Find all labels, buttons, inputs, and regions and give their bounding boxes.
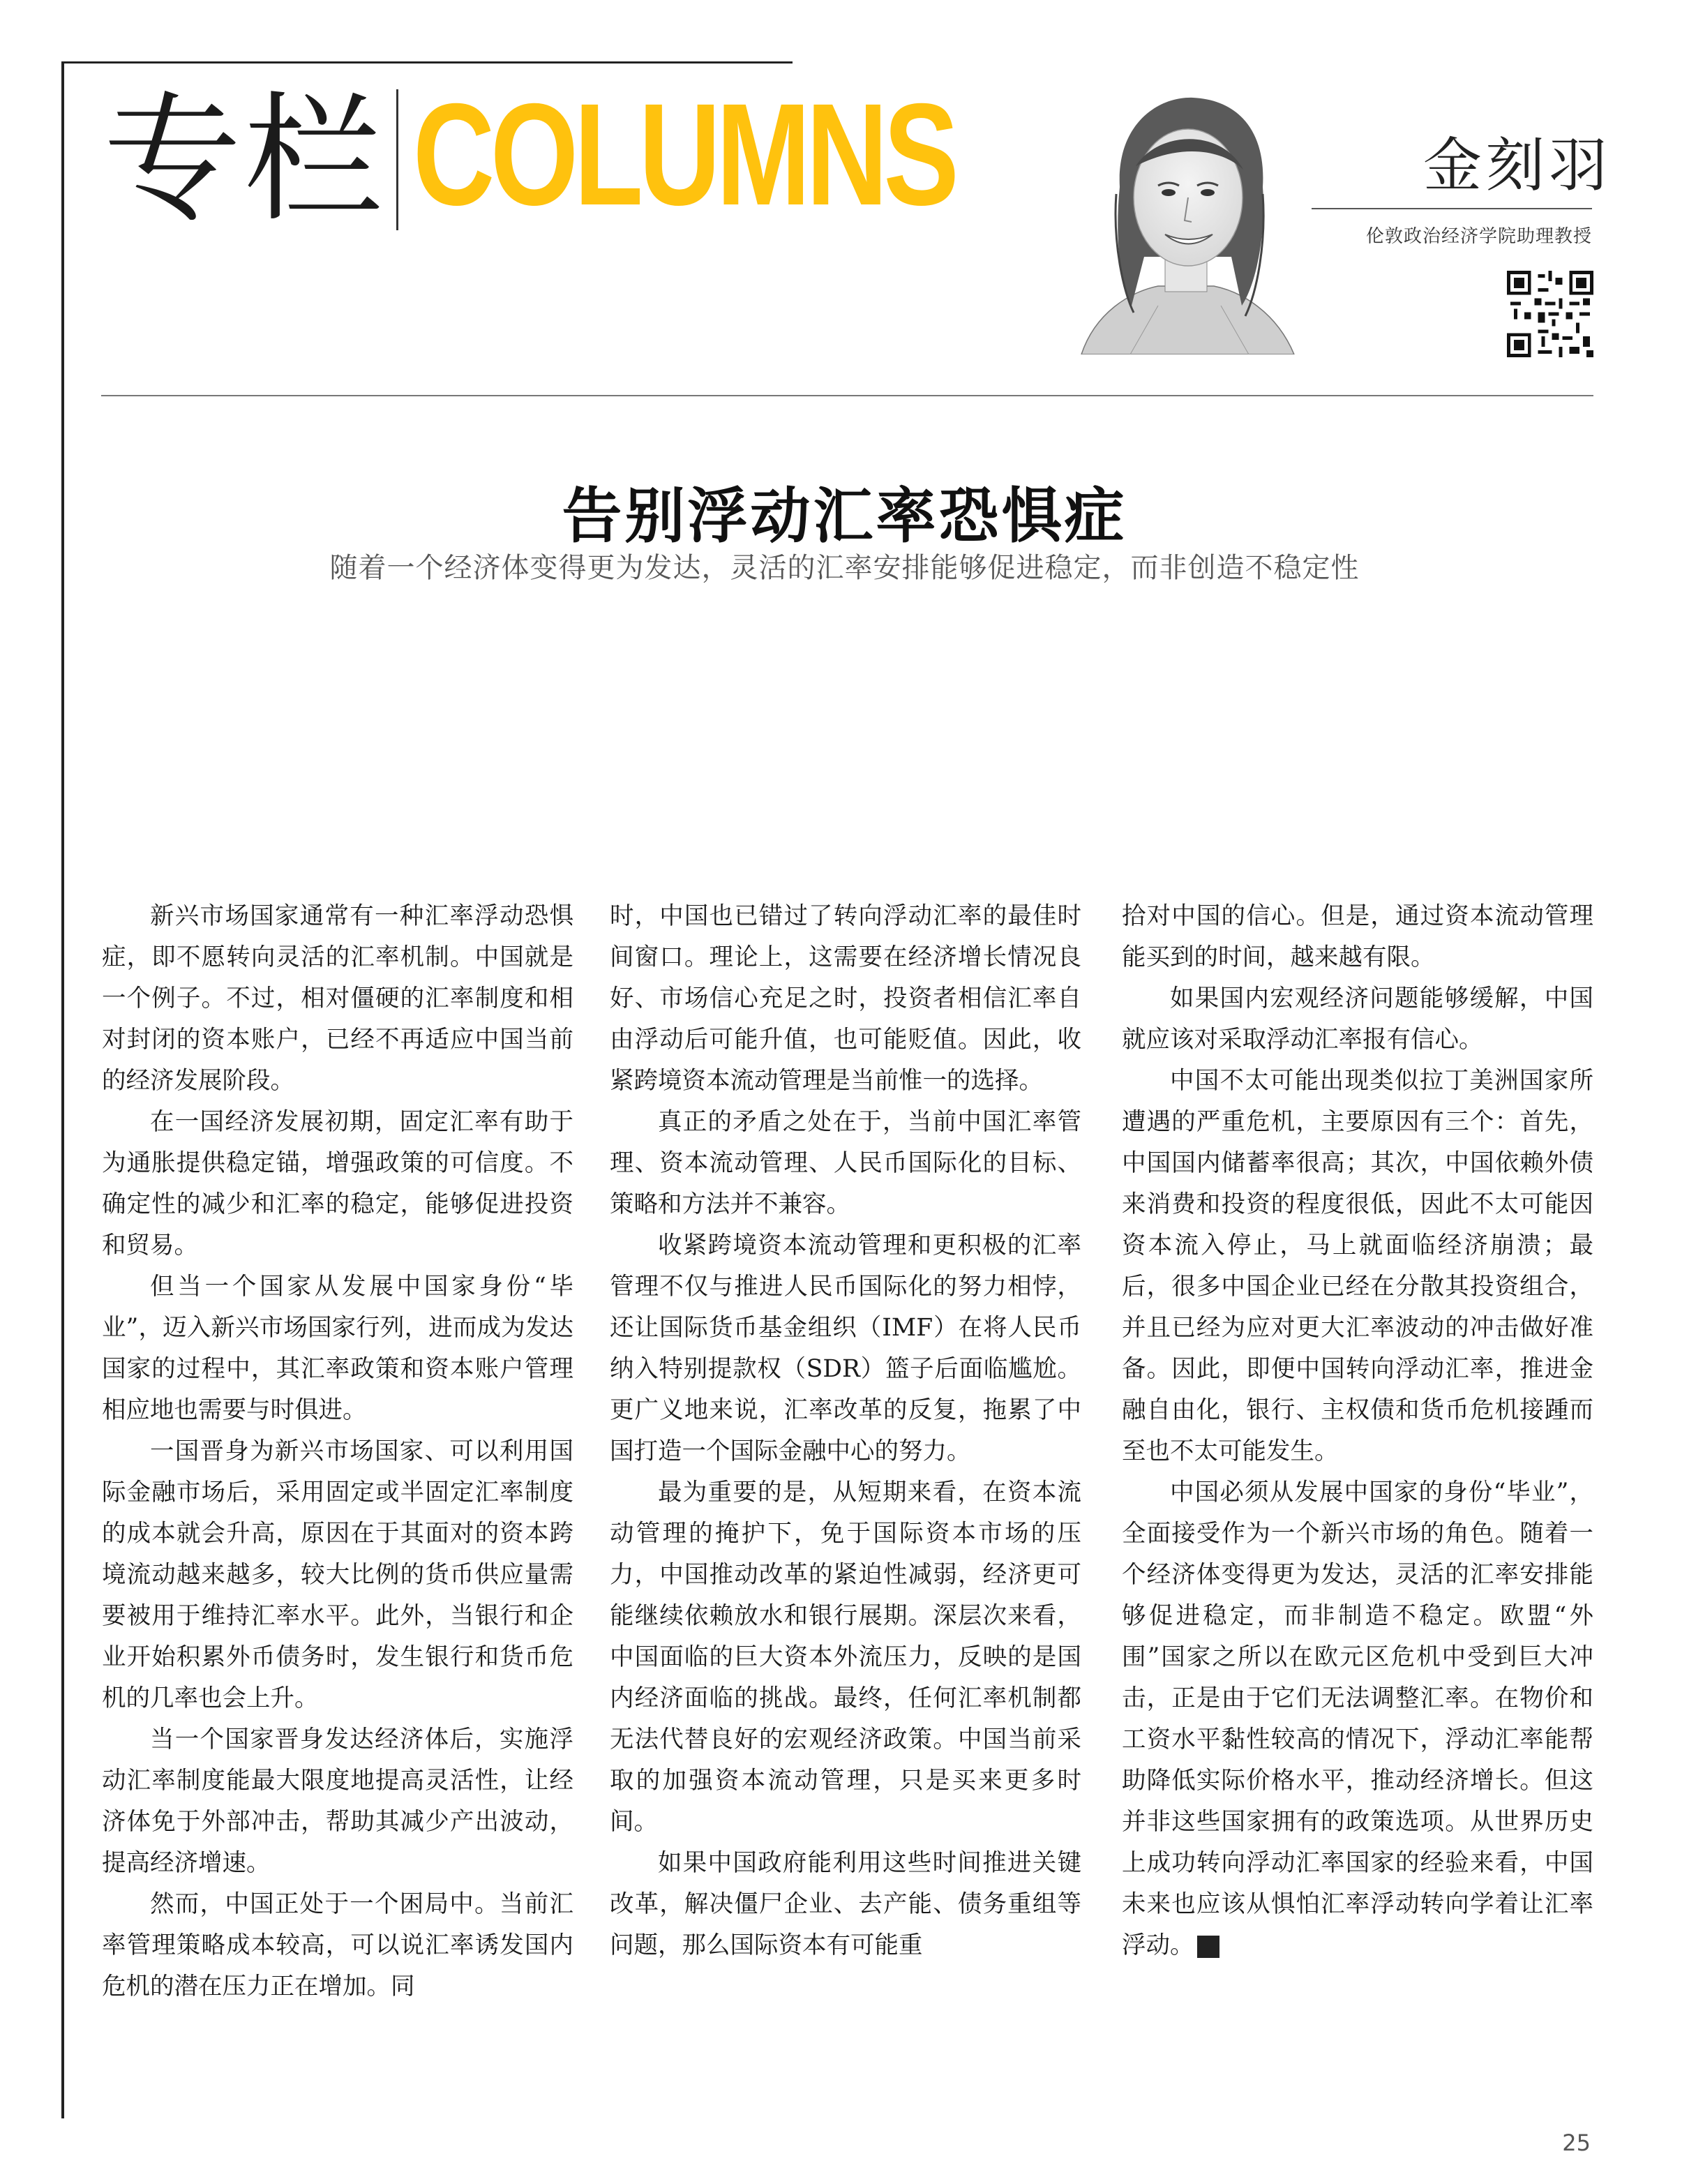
article-paragraph: 如果国内宏观经济问题能够缓解，中国就应该对采取浮动汇率报有信心。 (1122, 985, 1593, 1054)
author-portrait (1053, 82, 1319, 354)
section-label-english: COLUMNS (413, 74, 955, 236)
article-paragraph: 一国晋身为新兴市场国家、可以利用国际金融市场后，采用固定或半固定汇率制度的成本就会升高，原因在于其面对的资本跨境流动越来越多，较大比例的货币供应量需要被用于维持汇率水平。此外，当银行和企业开始积累外币债务时，发生银行和货币危机的几率也会上升。 (102, 1437, 573, 1712)
article-column-2 (610, 896, 1081, 1966)
article-paragraph: 当一个国家晋身发达经济体后，实施浮动汇率制度能最大限度地提高灵活性，让经济体免于外部冲击，帮助其减少产出波动，提高经济增速。 (102, 1726, 573, 1877)
page-frame-top (61, 61, 793, 63)
article-paragraph: 然而，中国正处于一个困局中。当前汇率管理策略成本较高，可以说汇率诱发国内危机的潜在压力正在增加。同 (102, 1890, 573, 2000)
article-subheadline: 随着一个经济体变得更为发达，灵活的汇率安排能够促进稳定，而非创造不稳定性 (329, 552, 1360, 584)
section-divider (396, 89, 398, 230)
article-paragraph: 收紧跨境资本流动管理和更积极的汇率管理不仅与推进人民币国际化的努力相悖，还让国际货币基金组织（IMF）在将人民币纳入特别提款权（SDR）篮子后面临尴尬。更广义地来说，汇率改革的反复，拖累了中国打造一个国际金融中心的努力。 (610, 1232, 1081, 1465)
page-number: 25 (1562, 2130, 1591, 2156)
article-paragraph: 但当一个国家从发展中国家身份“毕业”，迈入新兴市场国家行列，进而成为发达国家的过程中，其汇率政策和资本账户管理相应地也需要与时俱进。 (102, 1273, 573, 1424)
article-headline: 告别浮动汇率恐惧症 (562, 481, 1127, 551)
article-paragraph: 中国必须从发展中国家的身份“毕业”，全面接受作为一个新兴市场的角色。随着一个经济体变得更为发达，灵活的汇率安排能够促进稳定，而非制造不稳定。欧盟“外围”国家之所以在欧元区危机中受到巨大冲击，正是由于它们无法调整汇率。在物价和工资水平黏性较高的情况下，浮动汇率能帮助降低实际价格水平，推动经济增长。但这并非这些国家拥有的政策选项。从世界历史上成功转向浮动汇率国家的经验来看，中国未来也应该从惧怕汇率浮动转向学着让汇率浮动。 新 (1122, 1479, 1593, 1959)
article-paragraph: 中国不太可能出现类似拉丁美洲国家所遭遇的严重危机，主要原因有三个：首先，中国国内储蓄率很高；其次，中国依赖外债来消费和投资的程度很低，因此不太可能因资本流入停止，马上就面临经济崩溃；最后，很多中国企业已经在分散其投资组合，并且已经为应对更大汇率波动的冲击做好准备。因此，即便中国转向浮动汇率，推进金融自由化，银行、主权债和货币危机接踵而至也不太可能发生。 (1122, 1067, 1593, 1465)
article-paragraph: 在一国经济发展初期，固定汇率有助于为通胀提供稳定锚，增强政策的可信度。不确定性的减少和汇率的稳定，能够促进投资和贸易。 (102, 1108, 573, 1259)
article-paragraph: 最为重要的是，从短期来看，在资本流动管理的掩护下，免于国际资本市场的压力，中国推动改革的紧迫性减弱，经济更可能继续依赖放水和银行展期。深层次来看，中国面临的巨大资本外流压力，反映的是国内经济面临的挑战。最终，任何汇率机制都无法代替良好的宏观经济政策。中国当前采取的加强资本流动管理，只是买来更多时间。 (610, 1479, 1081, 1836)
qr-code-icon (1507, 271, 1593, 357)
end-mark-icon: 新 (1197, 1936, 1219, 1958)
article-paragraph: 真正的矛盾之处在于，当前中国汇率管理、资本流动管理、人民币国际化的目标、策略和方法并不兼容。 (610, 1108, 1081, 1218)
article-paragraph: 新兴市场国家通常有一种汇率浮动恐惧症，即不愿转向灵活的汇率机制。中国就是一个例子。不过，相对僵硬的汇率制度和相对封闭的资本账户，已经不再适应中国当前的经济发展阶段。 (102, 902, 573, 1095)
page-frame-left (61, 61, 64, 2118)
article-column-1 (102, 896, 573, 2007)
section-label-chinese: 专栏 (103, 79, 385, 240)
author-underline (1312, 208, 1592, 209)
article-paragraph: 时，中国也已错过了转向浮动汇率的最佳时间窗口。理论上，这需要在经济增长情况良好、市场信心充足之时，投资者相信汇率自由浮动后可能升值，也可能贬值。因此，收紧跨境资本流动管理是当前惟一的选择。 (610, 902, 1081, 1095)
article-column-3 (1122, 896, 1593, 1966)
article-paragraph: 拾对中国的信心。但是，通过资本流动管理能买到的时间，越来越有限。 (1122, 902, 1593, 971)
author-title: 伦敦政治经济学院助理教授 (1365, 226, 1592, 247)
header-rule (101, 395, 1593, 396)
article-paragraph: 如果中国政府能利用这些时间推进关键改革，解决僵尸企业、去产能、债务重组等问题，那么国际资本有可能重 (610, 1849, 1081, 1959)
author-name: 金刻羽 (1423, 131, 1612, 200)
